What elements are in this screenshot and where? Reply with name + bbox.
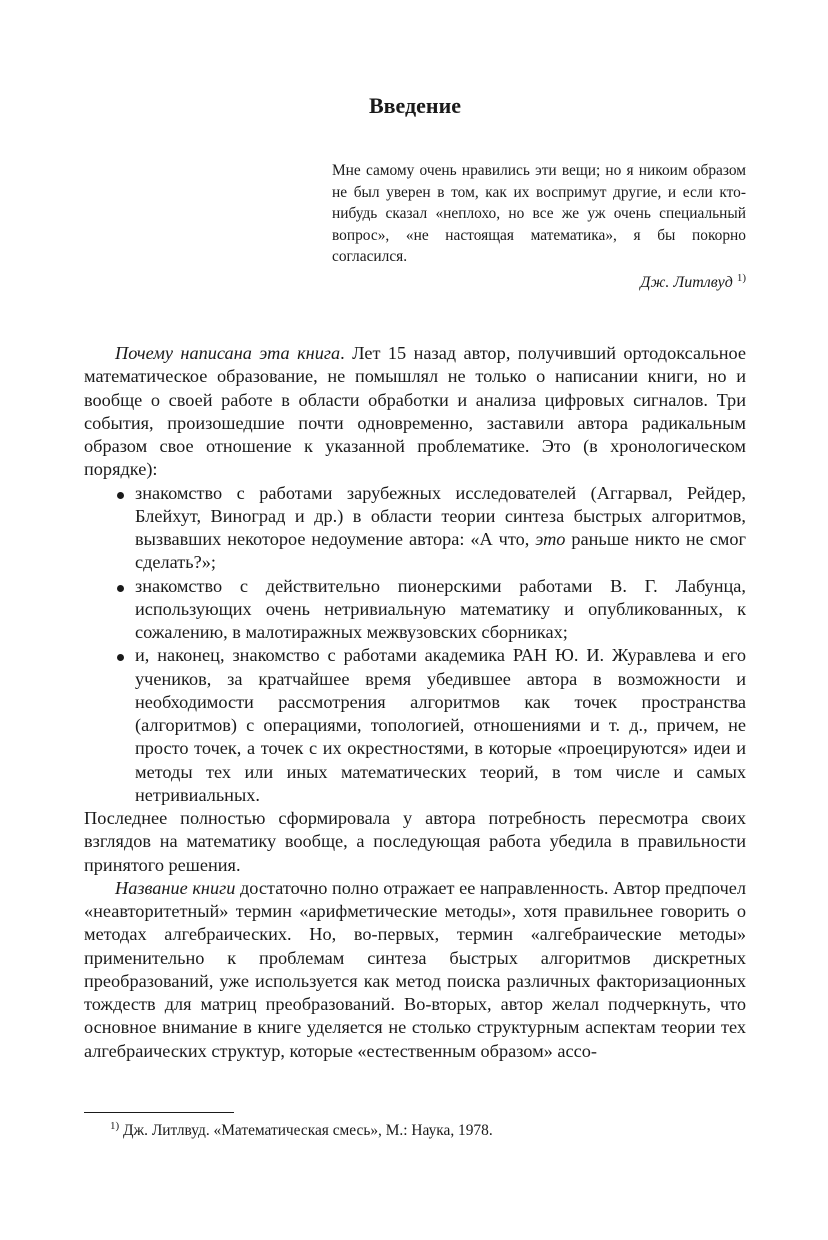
list-item-text: раньше никто не смог сделать?»;	[135, 529, 746, 573]
epigraph-footnote-mark: 1)	[736, 271, 746, 284]
list-item	[84, 644, 746, 807]
list-item-text: знакомство с действительно пионерскими работами В. Г. Лабунца, использующих очень нетривиальную математику и опубликованных, к сожалению, в малотиражных межвузовских сборниках;	[135, 575, 746, 642]
page-title: Введение	[368, 93, 462, 118]
body-text	[84, 342, 746, 1063]
paragraph-why-book	[84, 342, 746, 482]
paragraph-lead-dot: .	[340, 343, 345, 363]
list-item	[84, 482, 746, 575]
epigraph-author-name: Дж. Литлвуд	[640, 273, 733, 291]
list-item	[84, 575, 746, 645]
footnote-text: Дж. Литлвуд. «Математическая смесь», М.: Наука, 1978.	[119, 1122, 493, 1139]
list-item-text: знакомство с работами зарубежных исследователей (Аггарвал, Рейдер, Блейхут, Виноград и др.) в области теории синтеза быстрых алгоритмов, вызвавших некоторое недоумение автора: «А что,	[135, 482, 746, 549]
events-list	[84, 482, 746, 808]
list-item-text: и, наконец, знакомство с работами академика РАН Ю. И. Журавлева и его учеников, за кратчайшее время убедившее автора в возможности и необходимости рассмотрения алгоритмов как точек пространства (алгоритмов) с операциями, топологией, отношениями и т. д., причем, не просто точек, а точек с их окрестностями, в которые «проецируются» идеи и методы тех или иных математических теорий, в том числе и самых нетривиальных.	[135, 645, 746, 805]
epigraph-author	[332, 272, 746, 294]
paragraph-book-title	[84, 877, 746, 1063]
paragraph-lead-book-title: Название книги	[115, 877, 236, 898]
paragraph-text-why-book: Лет 15 назад автор, получивший ортодоксальное математическое образование, не помышлял не только о написании книги, но и вообще о своей работе в области обработки и анализа цифровых сигналов. Три события, произошедшие почти одновременно, заставили автора радикальным образом свое отношение к указанной проблематике. Это (в хронологическом порядке):	[84, 343, 746, 480]
paragraph-conclusion: Последнее полностью сформировала у автора потребность пересмотра своих взглядов на математику вообще, а последующая работа убедила в правильности принятого решения.	[84, 808, 746, 875]
footnote-mark: 1)	[110, 1120, 120, 1132]
epigraph-text: Мне самому очень нравились эти вещи; но я никоим образом не был уверен в том, как их воспримут другие, и если кто-нибудь сказал «неплохо, но все же уж очень специальный вопрос», «не настоящая математика», я бы покорно согласился.	[332, 162, 746, 265]
footnote	[110, 1120, 740, 1142]
paragraph-lead-why-book: Почему написана эта книга	[115, 343, 341, 363]
footnote-divider	[84, 1112, 234, 1113]
paragraph-text-book-title: достаточно полно отражает ее направленность. Автор предпочел «неавторитетный» термин «арифметические методы», хотя правильнее говорить о методах алгебраических. Но, во-первых, термин «алгебраические методы» применительно к проблемам синтеза быстрых алгоритмов дискретных преобразований, уже используется как метод поиска различных факторизационных тождеств для матриц преобразований. Во-вторых, автор желал подчеркнуть, что основное внимание в книге уделяется не столько структурным аспектам теории тех алгебраических структур, которые «естественным образом» ассо-	[84, 877, 747, 1061]
list-item-emphasis: это	[535, 529, 566, 549]
epigraph	[332, 160, 746, 293]
